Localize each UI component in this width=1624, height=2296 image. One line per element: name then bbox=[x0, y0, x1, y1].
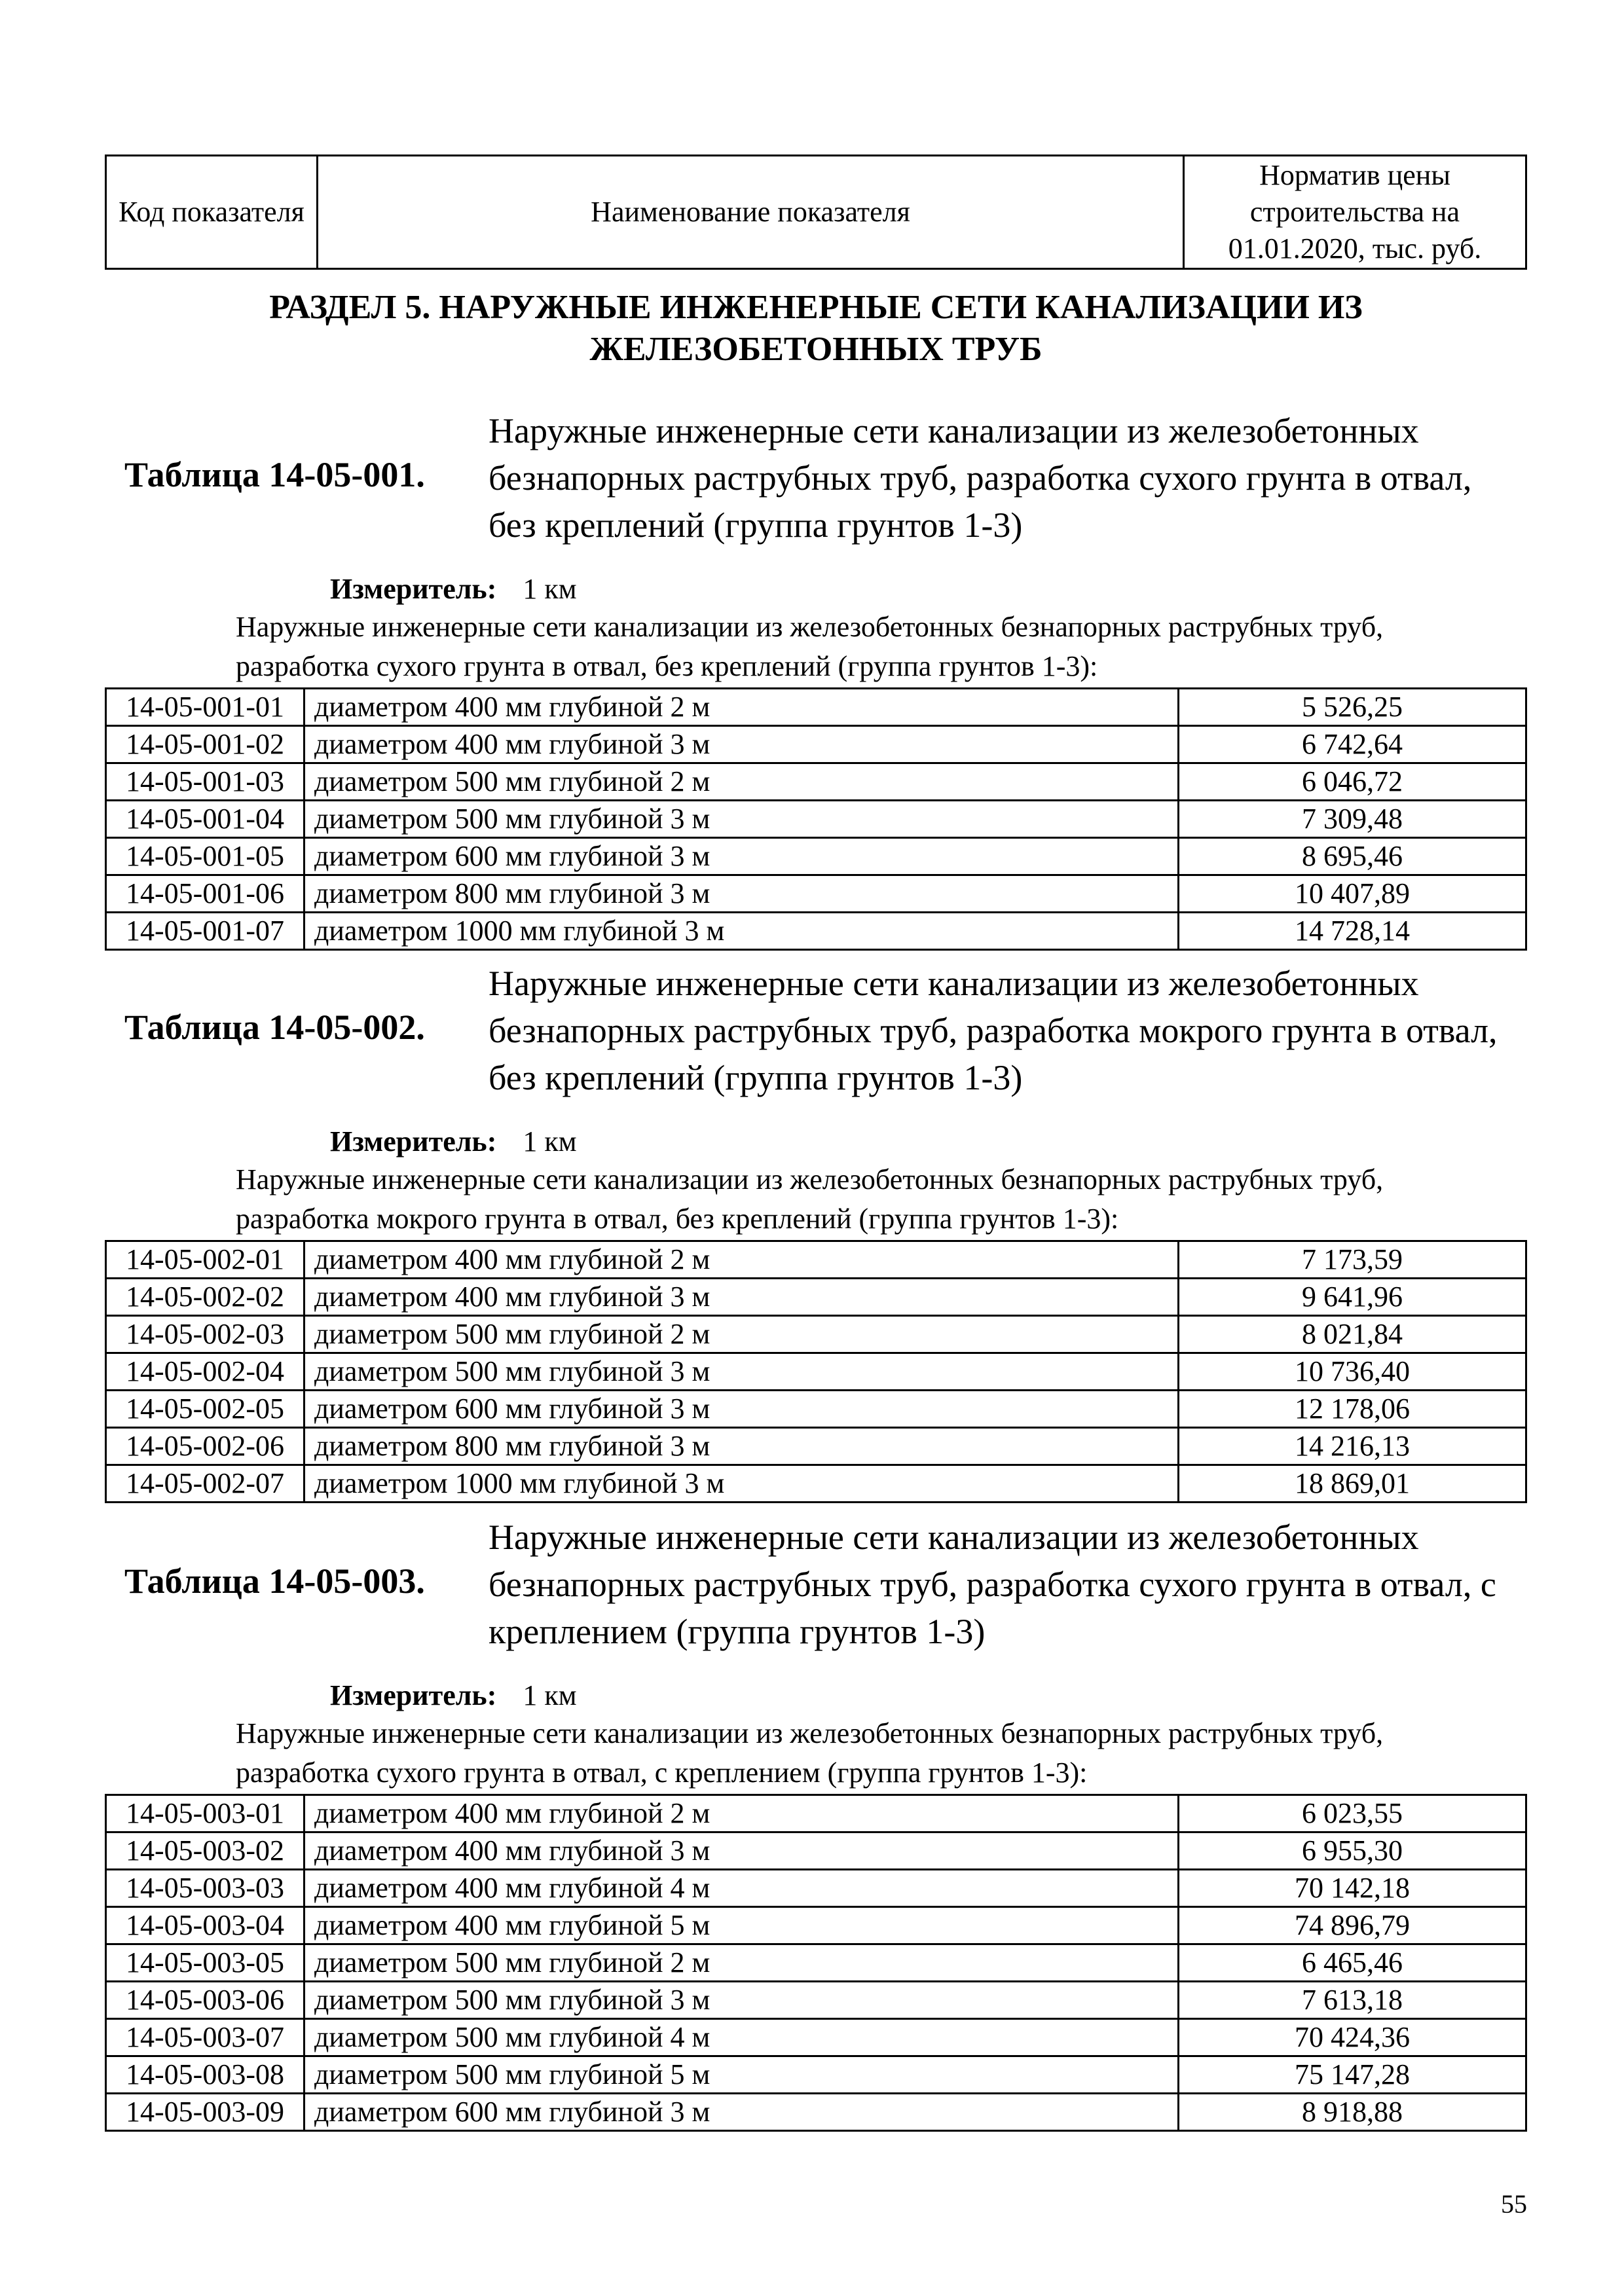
page-number: 55 bbox=[1501, 2189, 1527, 2219]
table-label: Таблица 14-05-003. bbox=[124, 1561, 425, 1601]
row-price: 6 046,72 bbox=[1179, 763, 1526, 801]
row-code: 14-05-001-05 bbox=[106, 838, 304, 875]
meter-label: Измеритель: bbox=[330, 1679, 497, 1711]
row-price: 70 424,36 bbox=[1179, 2019, 1526, 2056]
row-name: диаметром 500 мм глубиной 2 м bbox=[304, 763, 1179, 801]
row-code: 14-05-002-05 bbox=[106, 1391, 304, 1428]
row-name: диаметром 400 мм глубиной 5 м bbox=[304, 1907, 1179, 1944]
header-name: Наименование показателя bbox=[318, 156, 1184, 269]
row-price: 14 728,14 bbox=[1179, 913, 1526, 950]
row-price: 7 613,18 bbox=[1179, 1982, 1526, 2019]
row-name: диаметром 400 мм глубиной 3 м bbox=[304, 726, 1179, 763]
table-row bbox=[106, 1795, 1526, 1832]
table-row bbox=[106, 1241, 1526, 1279]
row-price: 6 742,64 bbox=[1179, 726, 1526, 763]
row-name: диаметром 800 мм глубиной 3 м bbox=[304, 1428, 1179, 1465]
column-header-table bbox=[105, 155, 1527, 270]
table-row bbox=[106, 838, 1526, 875]
table-row bbox=[106, 1465, 1526, 1503]
table-block-003 bbox=[105, 1514, 1527, 2132]
row-name: диаметром 400 мм глубиной 4 м bbox=[304, 1870, 1179, 1907]
row-name: диаметром 500 мм глубиной 5 м bbox=[304, 2056, 1179, 2094]
row-code: 14-05-001-03 bbox=[106, 763, 304, 801]
data-table bbox=[105, 1240, 1527, 1503]
data-table bbox=[105, 687, 1527, 951]
table-row bbox=[106, 875, 1526, 913]
row-code: 14-05-001-04 bbox=[106, 801, 304, 838]
table-row bbox=[106, 1279, 1526, 1316]
row-code: 14-05-003-09 bbox=[106, 2094, 304, 2131]
table-row bbox=[106, 2094, 1526, 2131]
row-price: 5 526,25 bbox=[1179, 689, 1526, 726]
table-row bbox=[106, 913, 1526, 950]
table-row bbox=[106, 1870, 1526, 1907]
table-row bbox=[106, 2019, 1526, 2056]
table-title: Наружные инженерные сети канализации из железобетонных безнапорных раструбных труб, разработка мокрого грунта в отвал, без креплений (группа грунтов 1-3) bbox=[489, 964, 1498, 1097]
row-code: 14-05-003-08 bbox=[106, 2056, 304, 2094]
row-price: 6 465,46 bbox=[1179, 1944, 1526, 1982]
table-heading bbox=[105, 960, 1527, 1104]
header-price: Норматив цены строительства на 01.01.2020, тыс. руб. bbox=[1184, 156, 1526, 269]
row-code: 14-05-003-05 bbox=[106, 1944, 304, 1982]
section-title: РАЗДЕЛ 5. НАРУЖНЫЕ ИНЖЕНЕРНЫЕ СЕТИ КАНАЛИЗАЦИИ ИЗ ЖЕЛЕЗОБЕТОННЫХ ТРУБ bbox=[269, 289, 1363, 368]
row-name: диаметром 400 мм глубиной 2 м bbox=[304, 1795, 1179, 1832]
table-row bbox=[106, 1428, 1526, 1465]
row-name: диаметром 500 мм глубиной 2 м bbox=[304, 1944, 1179, 1982]
meter-line bbox=[105, 571, 1527, 608]
row-price: 7 309,48 bbox=[1179, 801, 1526, 838]
row-code: 14-05-002-07 bbox=[106, 1465, 304, 1503]
row-price: 8 695,46 bbox=[1179, 838, 1526, 875]
table-row bbox=[106, 1832, 1526, 1870]
row-name: диаметром 1000 мм глубиной 3 м bbox=[304, 913, 1179, 950]
row-code: 14-05-003-06 bbox=[106, 1982, 304, 2019]
column-header-row bbox=[106, 156, 1526, 269]
meter-line bbox=[105, 1123, 1527, 1160]
row-name: диаметром 500 мм глубиной 3 м bbox=[304, 1353, 1179, 1391]
row-code: 14-05-003-01 bbox=[106, 1795, 304, 1832]
row-code: 14-05-003-03 bbox=[106, 1870, 304, 1907]
meter-line bbox=[105, 1677, 1527, 1714]
row-price: 18 869,01 bbox=[1179, 1465, 1526, 1503]
table-row bbox=[106, 763, 1526, 801]
row-price: 8 918,88 bbox=[1179, 2094, 1526, 2131]
table-description: Наружные инженерные сети канализации из железобетонных безнапорных раструбных труб, разработка мокрого грунта в отвал, без креплений (группа грунтов 1-3): bbox=[236, 1163, 1384, 1235]
row-name: диаметром 500 мм глубиной 4 м bbox=[304, 2019, 1179, 2056]
table-row bbox=[106, 1944, 1526, 1982]
meter-value: 1 км bbox=[523, 1679, 577, 1711]
row-price: 8 021,84 bbox=[1179, 1316, 1526, 1353]
row-name: диаметром 600 мм глубиной 3 м bbox=[304, 838, 1179, 875]
table-heading bbox=[105, 407, 1527, 551]
row-code: 14-05-001-07 bbox=[106, 913, 304, 950]
row-price: 70 142,18 bbox=[1179, 1870, 1526, 1907]
table-heading bbox=[105, 1514, 1527, 1658]
meter-value: 1 км bbox=[523, 1125, 577, 1157]
table-row bbox=[106, 726, 1526, 763]
row-code: 14-05-002-03 bbox=[106, 1316, 304, 1353]
row-price: 6 955,30 bbox=[1179, 1832, 1526, 1870]
row-name: диаметром 500 мм глубиной 3 м bbox=[304, 801, 1179, 838]
table-block-002 bbox=[105, 960, 1527, 1503]
meter-label: Измеритель: bbox=[330, 573, 497, 605]
row-price: 10 736,40 bbox=[1179, 1353, 1526, 1391]
table-title: Наружные инженерные сети канализации из железобетонных безнапорных раструбных труб, разработка сухого грунта в отвал, с креплением (группа грунтов 1-3) bbox=[489, 1518, 1496, 1651]
data-table bbox=[105, 1794, 1527, 2132]
table-row bbox=[106, 1353, 1526, 1391]
table-row bbox=[106, 2056, 1526, 2094]
row-price: 6 023,55 bbox=[1179, 1795, 1526, 1832]
row-code: 14-05-001-02 bbox=[106, 726, 304, 763]
row-name: диаметром 600 мм глубиной 3 м bbox=[304, 1391, 1179, 1428]
row-code: 14-05-002-02 bbox=[106, 1279, 304, 1316]
row-price: 10 407,89 bbox=[1179, 875, 1526, 913]
table-label: Таблица 14-05-002. bbox=[124, 1008, 425, 1047]
row-code: 14-05-001-01 bbox=[106, 689, 304, 726]
row-name: диаметром 400 мм глубиной 2 м bbox=[304, 689, 1179, 726]
row-code: 14-05-002-06 bbox=[106, 1428, 304, 1465]
row-name: диаметром 400 мм глубиной 3 м bbox=[304, 1832, 1179, 1870]
table-description: Наружные инженерные сети канализации из железобетонных безнапорных раструбных труб, разработка сухого грунта в отвал, с креплением (группа грунтов 1-3): bbox=[236, 1717, 1384, 1789]
row-name: диаметром 800 мм глубиной 3 м bbox=[304, 875, 1179, 913]
meter-label: Измеритель: bbox=[330, 1125, 497, 1157]
table-row bbox=[106, 1982, 1526, 2019]
row-code: 14-05-001-06 bbox=[106, 875, 304, 913]
table-description: Наружные инженерные сети канализации из железобетонных безнапорных раструбных труб, разработка сухого грунта в отвал, без креплений (группа грунтов 1-3): bbox=[236, 611, 1384, 682]
row-code: 14-05-003-07 bbox=[106, 2019, 304, 2056]
row-price: 7 173,59 bbox=[1179, 1241, 1526, 1279]
header-code: Код показателя bbox=[106, 156, 318, 269]
table-row bbox=[106, 1316, 1526, 1353]
table-title: Наружные инженерные сети канализации из железобетонных безнапорных раструбных труб, разработка сухого грунта в отвал, без креплений (группа грунтов 1-3) bbox=[489, 411, 1472, 545]
row-price: 14 216,13 bbox=[1179, 1428, 1526, 1465]
meter-value: 1 км bbox=[523, 573, 577, 605]
row-price: 9 641,96 bbox=[1179, 1279, 1526, 1316]
row-name: диаметром 400 мм глубиной 2 м bbox=[304, 1241, 1179, 1279]
row-name: диаметром 500 мм глубиной 2 м bbox=[304, 1316, 1179, 1353]
row-name: диаметром 400 мм глубиной 3 м bbox=[304, 1279, 1179, 1316]
row-name: диаметром 500 мм глубиной 3 м bbox=[304, 1982, 1179, 2019]
row-code: 14-05-003-02 bbox=[106, 1832, 304, 1870]
row-name: диаметром 600 мм глубиной 3 м bbox=[304, 2094, 1179, 2131]
row-price: 74 896,79 bbox=[1179, 1907, 1526, 1944]
table-block-001 bbox=[105, 407, 1527, 951]
table-row bbox=[106, 1391, 1526, 1428]
row-code: 14-05-003-04 bbox=[106, 1907, 304, 1944]
row-name: диаметром 1000 мм глубиной 3 м bbox=[304, 1465, 1179, 1503]
row-code: 14-05-002-01 bbox=[106, 1241, 304, 1279]
table-row bbox=[106, 801, 1526, 838]
table-row bbox=[106, 1907, 1526, 1944]
table-row bbox=[106, 689, 1526, 726]
table-label: Таблица 14-05-001. bbox=[124, 455, 425, 494]
row-price: 12 178,06 bbox=[1179, 1391, 1526, 1428]
row-code: 14-05-002-04 bbox=[106, 1353, 304, 1391]
row-price: 75 147,28 bbox=[1179, 2056, 1526, 2094]
